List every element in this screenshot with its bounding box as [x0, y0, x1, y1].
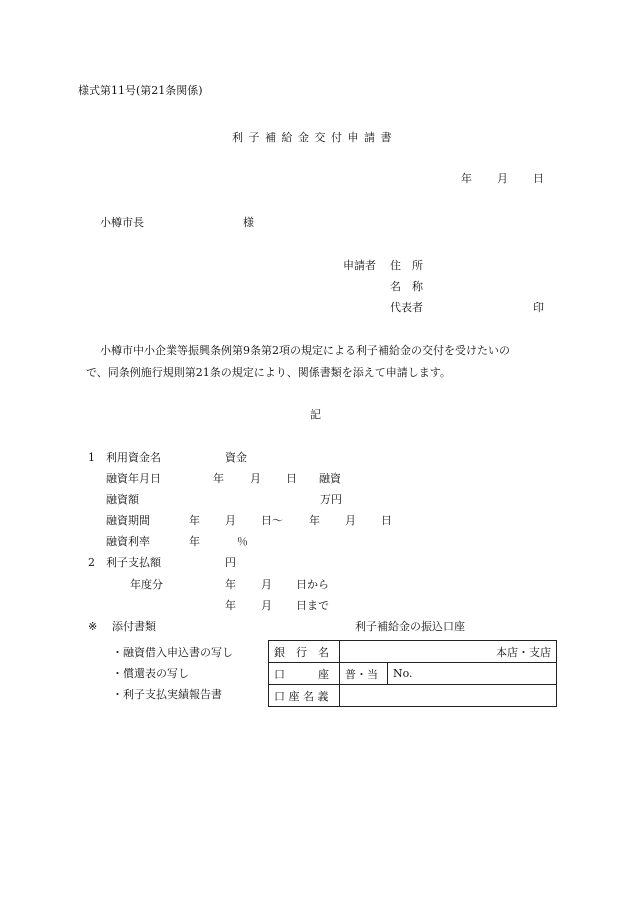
to-year: 年	[225, 599, 236, 612]
applicant-address-label: 住 所	[390, 259, 423, 272]
applicant-name-label: 名 称	[390, 280, 423, 293]
loan-date-day: 日	[286, 472, 297, 485]
loan-date-suffix: 融資	[319, 472, 341, 485]
interest-paid-label: 利子支払額	[106, 556, 161, 569]
applicant-representative-label: 代表者	[390, 301, 423, 314]
from-day: 日から	[296, 578, 329, 591]
account-row	[269, 663, 557, 685]
attachment-item: ・利子支払実績報告書	[112, 688, 222, 701]
loan-period-label: 融資期間	[106, 514, 150, 527]
period-end-month: 月	[345, 514, 356, 527]
account-title: 利子補給金の振込口座	[355, 620, 465, 633]
item1-number: 1	[88, 451, 95, 464]
period-start-year: 年	[189, 514, 200, 527]
seal-mark: 印	[533, 301, 544, 314]
to-month: 月	[261, 599, 272, 612]
form-number: 様式第11号(第21条関係)	[78, 84, 203, 97]
attachment-item: ・融資借入申込書の写し	[112, 646, 233, 659]
attachments-label: 添付書類	[112, 620, 156, 633]
fund-name-label: 利用資金名	[106, 451, 161, 464]
fiscal-year-label: 年度分	[130, 578, 163, 591]
interest-paid-unit: 円	[225, 556, 236, 569]
body-line-1: 小樽市中小企業等振興条例第9条第2項の規定による利子補給金の交付を受けたいの	[100, 344, 510, 357]
item2-number: 2	[88, 556, 95, 569]
account-number-field: No.	[388, 663, 557, 685]
attachment-item: ・償還表の写し	[112, 667, 189, 680]
date-month: 月	[497, 172, 508, 185]
loan-date-month: 月	[250, 472, 261, 485]
from-year: 年	[225, 578, 236, 591]
loan-date-label: 融資年月日	[106, 472, 161, 485]
period-end-day: 日	[381, 514, 392, 527]
loan-rate-label: 融資利率	[106, 535, 150, 548]
account-holder-field	[340, 685, 557, 707]
holder-row	[269, 685, 557, 707]
applicant-label: 申請者	[343, 259, 376, 272]
date-year: 年	[461, 172, 472, 185]
addressee: 小樽市長	[100, 216, 144, 229]
to-day: 日まで	[296, 599, 329, 612]
account-label: 口 座	[269, 663, 340, 685]
loan-rate-percent: ％	[237, 535, 248, 548]
page-title: 利 子 補 給 金 交 付 申 請 書	[232, 131, 393, 144]
note-mark: ※	[88, 620, 98, 633]
bank-row	[269, 641, 557, 663]
period-start-day: 日～	[261, 514, 283, 527]
bank-branch-field: 本店・支店	[340, 641, 557, 663]
account-type-field: 普・当	[340, 663, 388, 685]
body-line-2: で、同条例施行規則第21条の規定により、関係書類を添えて申請します。	[86, 366, 451, 379]
period-end-year: 年	[309, 514, 320, 527]
date-day: 日	[533, 172, 544, 185]
loan-amount-unit: 万円	[320, 493, 342, 506]
loan-amount-label: 融資額	[106, 493, 139, 506]
account-holder-label: 口 座 名 義	[269, 685, 340, 707]
ki-heading: 記	[310, 408, 321, 421]
addressee-honorific: 様	[243, 216, 254, 229]
bank-name-label: 銀 行 名	[269, 641, 340, 663]
loan-date-year: 年	[213, 472, 224, 485]
from-month: 月	[261, 578, 272, 591]
fund-suffix: 資金	[225, 451, 247, 464]
bank-account-table	[268, 640, 557, 707]
period-start-month: 月	[225, 514, 236, 527]
loan-rate-year: 年	[189, 535, 200, 548]
